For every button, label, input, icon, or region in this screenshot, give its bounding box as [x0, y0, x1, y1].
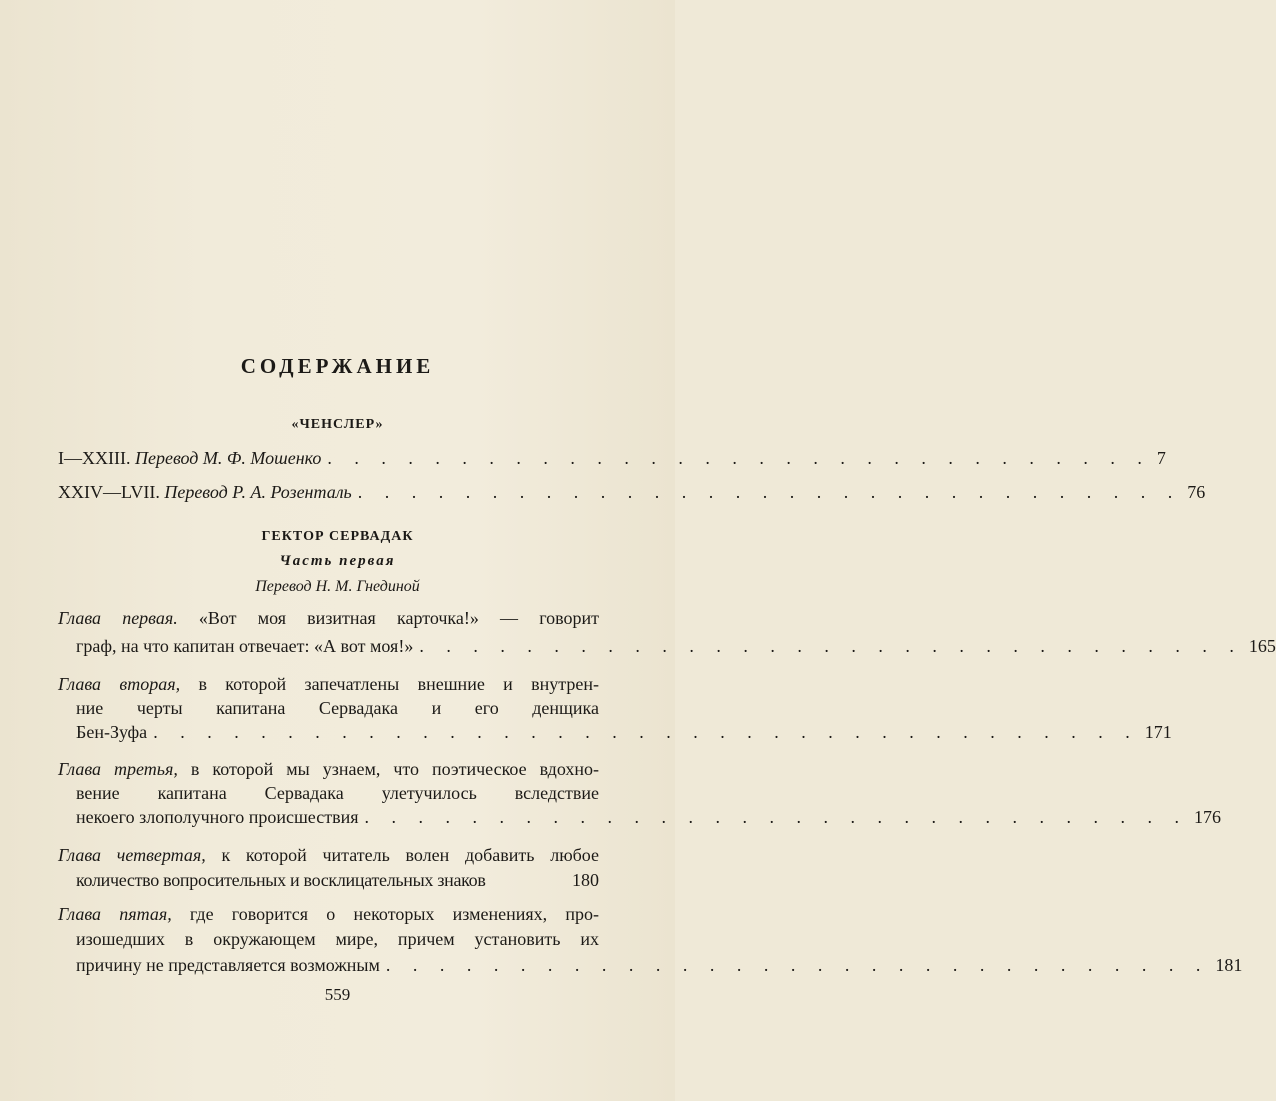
page-title: СОДЕРЖАНИЕ: [240, 354, 435, 378]
toc-chapter-line: [76, 634, 1276, 658]
toc-entry: [58, 446, 1166, 470]
translator-credit: Перевод Н. М. Гнединой: [255, 578, 420, 595]
toc-chapter-line: [76, 720, 1172, 744]
toc-chapter-line: [76, 953, 1243, 977]
chapter-range: I—XXIII.: [58, 448, 131, 468]
toc-page-number: 176: [1194, 807, 1222, 827]
toc-chapter-line: [58, 672, 599, 696]
toc-chapter-line: вение капитана Сервадака улетучилось вследствие: [76, 783, 599, 803]
dot-leader: . . . . . . . . . . . . . . . . . . . . . . . . . . . . . . .: [364, 807, 1189, 827]
chapter-description: причину не представляется возможным: [76, 955, 380, 975]
toc-page-number: 165: [1248, 636, 1276, 656]
toc-chapter-line: [76, 805, 1222, 829]
part-heading: Часть первая: [279, 553, 396, 569]
toc-page-number: 76: [1187, 482, 1206, 502]
toc-page-number: 171: [1144, 722, 1172, 742]
chapter-label: Глава первая.: [58, 608, 178, 628]
chapter-label: Глава третья,: [58, 759, 178, 779]
translator-credit: Перевод Р. А. Розенталь: [164, 482, 352, 502]
toc-chapter-line: [58, 902, 599, 926]
chapter-description: где говорится о некоторых изменениях, про-: [189, 904, 599, 924]
page-number: 559: [324, 985, 351, 1004]
toc-page-number: 7: [1156, 448, 1166, 468]
toc-chapter-line: [58, 606, 599, 630]
dot-leader: . . . . . . . . . . . . . . . . . . . . . . . . . . . . . . .: [419, 636, 1243, 656]
toc-entry: [58, 480, 1206, 504]
toc-chapter-line: [76, 868, 599, 892]
chapter-description: граф, на что капитан отвечает: «А вот моя!»: [76, 636, 414, 656]
chapter-description: в которой мы узнаем, что поэтическое вдохно-: [190, 759, 600, 779]
chapter-description: «Вот моя визитная карточка!» — говорит: [198, 608, 599, 628]
section-heading-servadac: ГЕКТОР СЕРВАДАК: [261, 529, 414, 544]
toc-entry-text: [58, 480, 352, 504]
toc-page-number: 181: [1215, 955, 1243, 975]
dot-leader: . . . . . . . . . . . . . . . . . . . . . . . . . . . . . . . . . . . . .: [153, 722, 1139, 742]
dot-leader: . . . . . . . . . . . . . . . . . . . . . . . . . . . . . . .: [327, 448, 1151, 468]
chapter-description: к которой читатель волен добавить любое: [221, 845, 600, 865]
chapter-description: в которой запечатлены внешние и внутрен-: [198, 674, 599, 694]
chapter-description: некоего злополучного происшествия: [76, 807, 359, 827]
chapter-range: XXIV—LVII.: [58, 482, 160, 502]
chapter-label: Глава пятая,: [58, 904, 172, 924]
toc-chapter-line: ние черты капитана Сервадака и его денщика: [76, 698, 599, 718]
chapter-label: Глава вторая,: [58, 674, 181, 694]
chapter-description: количество вопросительных и восклицательных знаков: [76, 870, 486, 890]
section-heading-chancellor: «ЧЕНСЛЕР»: [291, 417, 384, 432]
toc-chapter-line: [58, 757, 599, 781]
chapter-label: Глава четвертая,: [58, 845, 206, 865]
dot-leader: . . . . . . . . . . . . . . . . . . . . . . . . . . . . . . .: [385, 955, 1210, 975]
chapter-description: Бен-Зуфа: [76, 722, 148, 742]
toc-chapter-line: изошедших в окружающем мире, причем установить их: [76, 929, 599, 949]
translator-credit: Перевод М. Ф. Мошенко: [134, 448, 322, 468]
dot-leader: . . . . . . . . . . . . . . . . . . . . . . . . . . . . . . .: [357, 482, 1182, 502]
toc-entry-text: [58, 446, 321, 470]
toc-chapter-line: [58, 843, 599, 867]
toc-page-number: 180: [572, 870, 599, 890]
